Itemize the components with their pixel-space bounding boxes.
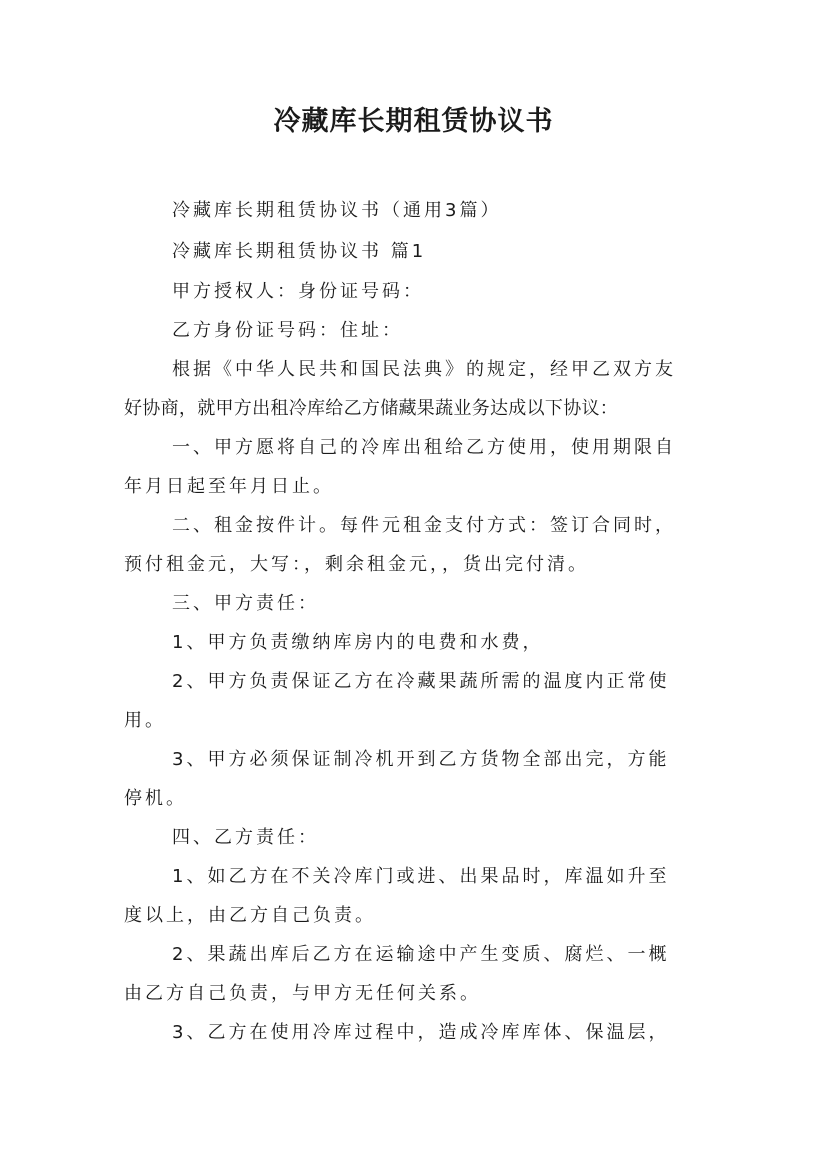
text-line: 好协商，就甲方出租冷库给乙方储藏果蔬业务达成以下协议： — [124, 398, 619, 419]
text-line: 根据《中华人民共和国民法典》的规定，经甲乙双方友 — [172, 359, 676, 380]
text-line: 由乙方自己负责，与甲方无任何关系。 — [124, 983, 481, 1004]
text-line: 甲方授权人：身份证号码： — [172, 281, 424, 302]
text-line: 3、乙方在使用冷库过程中，造成冷库库体、保温层， — [172, 1022, 670, 1043]
text-line: 度以上，由乙方自己负责。 — [124, 905, 376, 926]
text-line: 停机。 — [124, 788, 187, 809]
text-line: 四、乙方责任： — [172, 827, 319, 848]
text-line: 预付租金元，大写：，剩余租金元，，货出完付清。 — [124, 554, 589, 575]
text-line: 年月日起至年月日止。 — [124, 476, 334, 497]
text-line: 用。 — [124, 710, 166, 731]
text-line: 冷藏库长期租赁协议书（通用3篇） — [172, 200, 502, 221]
text-line: 3、甲方必须保证制冷机开到乙方货物全部出完，方能 — [172, 749, 670, 770]
text-line: 一、甲方愿将自己的冷库出租给乙方使用，使用期限自 — [172, 437, 676, 458]
text-line: 二、租金按件计。每件元租金支付方式：签订合同时， — [172, 515, 676, 536]
text-line: 乙方身份证号码：住址： — [172, 320, 403, 341]
text-line: 1、如乙方在不关冷库门或进、出果品时，库温如升至 — [172, 866, 670, 887]
document-title: 冷藏库长期租赁协议书 — [273, 106, 554, 137]
text-line: 2、果蔬出库后乙方在运输途中产生变质、腐烂、一概 — [172, 944, 670, 965]
text-line: 三、甲方责任： — [172, 593, 319, 614]
text-line: 冷藏库长期租赁协议书 篇1 — [172, 241, 427, 262]
text-line: 2、甲方负责保证乙方在冷藏果蔬所需的温度内正常使 — [172, 671, 670, 692]
text-line: 1、甲方负责缴纳库房内的电费和水费， — [172, 632, 544, 653]
